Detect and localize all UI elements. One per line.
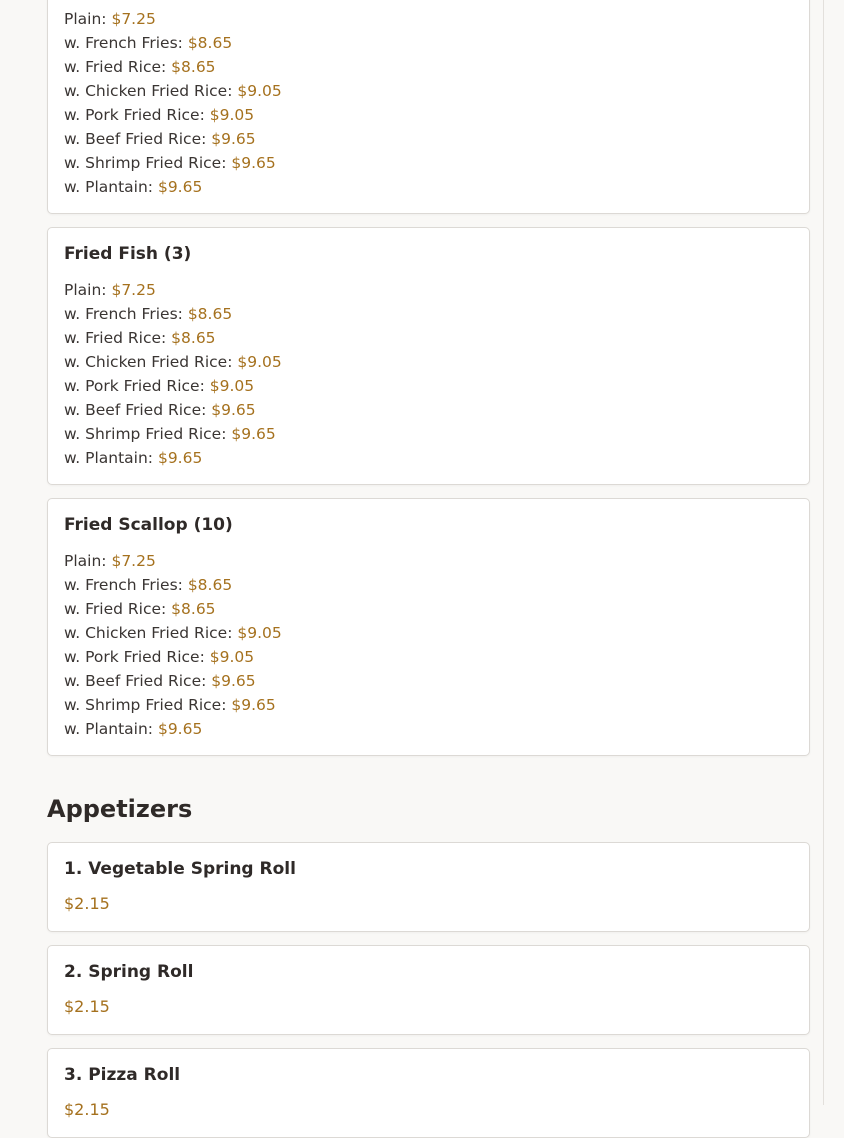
option-label: w. Fried Rice:	[64, 329, 167, 347]
option-line	[64, 621, 282, 645]
option-line	[64, 350, 282, 374]
option-label: w. Shrimp Fried Rice:	[64, 154, 227, 172]
option-line	[64, 127, 256, 151]
section-heading-appetizers: Appetizers	[47, 795, 193, 823]
option-label: w. Chicken Fried Rice:	[64, 82, 233, 100]
option-label: w. Shrimp Fried Rice:	[64, 425, 227, 443]
option-price: $9.65	[231, 425, 276, 443]
menu-item-price: $2.15	[64, 1100, 110, 1119]
option-label: w. French Fries:	[64, 34, 183, 52]
option-line	[64, 151, 276, 175]
option-price: $9.65	[157, 449, 203, 467]
option-price: $9.05	[237, 82, 282, 100]
option-label: w. Fried Rice:	[64, 58, 167, 76]
menu-item-title: 3. Pizza Roll	[64, 1065, 181, 1085]
menu-item-card[interactable]	[47, 842, 810, 932]
option-line	[64, 302, 232, 326]
option-label: w. French Fries:	[64, 576, 183, 594]
menu-item-card[interactable]	[47, 0, 810, 214]
option-line	[64, 422, 276, 446]
option-price: $9.05	[209, 648, 255, 666]
option-line	[64, 446, 202, 470]
option-line	[64, 374, 254, 398]
option-label: Plain:	[64, 281, 107, 299]
option-price: $9.65	[157, 720, 203, 738]
option-line	[64, 645, 254, 669]
option-price: $8.65	[187, 34, 233, 52]
option-price: $8.65	[171, 329, 216, 347]
option-label: Plain:	[64, 10, 107, 28]
option-line	[64, 717, 202, 741]
option-price: $9.65	[231, 154, 276, 172]
menu-item-price: $2.15	[64, 997, 110, 1016]
option-price: $8.65	[187, 305, 233, 323]
option-label: w. Fried Rice:	[64, 600, 167, 618]
option-price: $9.65	[211, 130, 256, 148]
option-price: $9.05	[237, 353, 282, 371]
option-label: Plain:	[64, 552, 107, 570]
option-label: w. Beef Fried Rice:	[64, 672, 207, 690]
option-label: w. Pork Fried Rice:	[64, 377, 205, 395]
option-label: w. Beef Fried Rice:	[64, 130, 207, 148]
option-price: $7.25	[111, 10, 156, 28]
option-label: w. Shrimp Fried Rice:	[64, 696, 227, 714]
option-label: w. Plantain:	[64, 449, 154, 467]
option-line	[64, 597, 216, 621]
menu-item-title: 2. Spring Roll	[64, 962, 194, 982]
option-label: w. Pork Fried Rice:	[64, 648, 205, 666]
option-label: w. French Fries:	[64, 305, 183, 323]
option-line	[64, 55, 216, 79]
option-line	[64, 7, 156, 31]
option-line	[64, 549, 156, 573]
menu-item-title: Fried Scallop (10)	[64, 515, 233, 535]
option-price: $9.05	[237, 624, 282, 642]
option-price: $7.25	[111, 281, 156, 299]
option-line	[64, 79, 282, 103]
menu-item-card[interactable]	[47, 1048, 810, 1138]
option-line	[64, 278, 156, 302]
option-price: $8.65	[171, 600, 216, 618]
option-line	[64, 103, 254, 127]
option-label: w. Pork Fried Rice:	[64, 106, 205, 124]
option-line	[64, 669, 256, 693]
option-line	[64, 31, 232, 55]
option-price: $9.05	[209, 106, 255, 124]
option-label: w. Plantain:	[64, 720, 154, 738]
option-line	[64, 175, 202, 199]
option-label: w. Chicken Fried Rice:	[64, 624, 233, 642]
option-line	[64, 326, 216, 350]
menu-item-card[interactable]	[47, 227, 810, 485]
option-price: $9.05	[209, 377, 255, 395]
option-line	[64, 693, 276, 717]
option-price: $8.65	[171, 58, 216, 76]
menu-item-card[interactable]	[47, 945, 810, 1035]
option-price: $9.65	[211, 672, 256, 690]
option-price: $9.65	[211, 401, 256, 419]
option-line	[64, 398, 256, 422]
option-line	[64, 573, 232, 597]
option-price: $9.65	[231, 696, 276, 714]
option-label: w. Beef Fried Rice:	[64, 401, 207, 419]
option-label: w. Chicken Fried Rice:	[64, 353, 233, 371]
menu-item-price: $2.15	[64, 894, 110, 913]
option-price: $9.65	[157, 178, 203, 196]
option-price: $8.65	[187, 576, 233, 594]
option-label: w. Plantain:	[64, 178, 154, 196]
option-price: $7.25	[111, 552, 156, 570]
menu-item-card[interactable]	[47, 498, 810, 756]
menu-item-title: 1. Vegetable Spring Roll	[64, 859, 296, 879]
menu-item-title: Fried Fish (3)	[64, 244, 192, 264]
